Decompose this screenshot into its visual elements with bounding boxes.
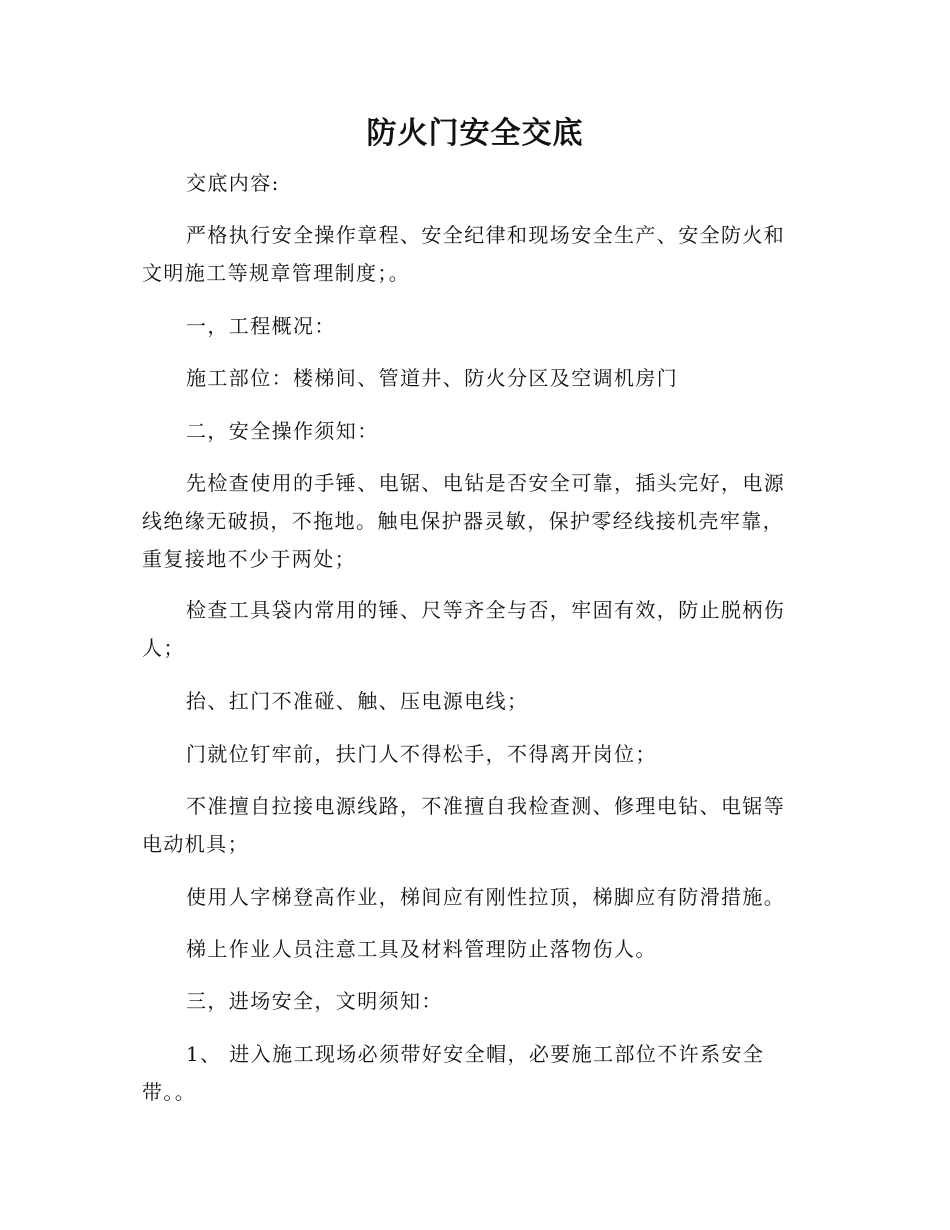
paragraph-regulations: 严格执行安全操作章程、安全纪律和现场安全生产、安全防火和文明施工等规章管理制度；。 — [142, 223, 786, 285]
paragraph-helmet: 1、 进入施工现场必须带好安全帽，必要施工部位不许系安全带。。 — [142, 1042, 765, 1104]
paragraph-door-holding: 门就位钉牢前，扶门人不得松手，不得离开岗位； — [186, 742, 657, 766]
paragraph-ladder: 使用人字梯登高作业，梯间应有刚性拉顶，梯脚应有防滑措施。 — [186, 885, 786, 909]
paragraph-tool-bag: 检查工具袋内常用的锤、尺等齐全与否，牢固有效，防止脱柄伤人； — [142, 598, 786, 660]
paragraph-intro-heading: 交底内容: — [186, 171, 280, 195]
section-heading-operation: 二，安全操作须知： — [186, 419, 379, 443]
paragraph-power-lines: 不准擅自拉接电源线路，不准擅自我检查测、修理电钻、电锯等电动机具； — [142, 794, 786, 856]
paragraph-falling-objects: 梯上作业人员注意工具及材料管理防止落物伤人。 — [186, 937, 657, 961]
section-heading-site-safety: 三，进场安全，文明须知： — [186, 989, 443, 1013]
document-title: 防火门安全交底 — [366, 116, 584, 151]
paragraph-tool-check: 先检查使用的手锤、电锯、电钻是否安全可靠，插头完好，电源线绝缘无破损，不拖地。触电保护器灵敏，保护零经线接机壳牢靠，重复接地不少于两处； — [142, 471, 786, 571]
section-heading-overview: 一，工程概况： — [186, 314, 336, 338]
paragraph-carry-door: 抬、扛门不准碰、触、压电源电线； — [186, 689, 529, 713]
paragraph-construction-location: 施工部位：楼梯间、管道井、防火分区及空调机房门 — [186, 366, 679, 390]
